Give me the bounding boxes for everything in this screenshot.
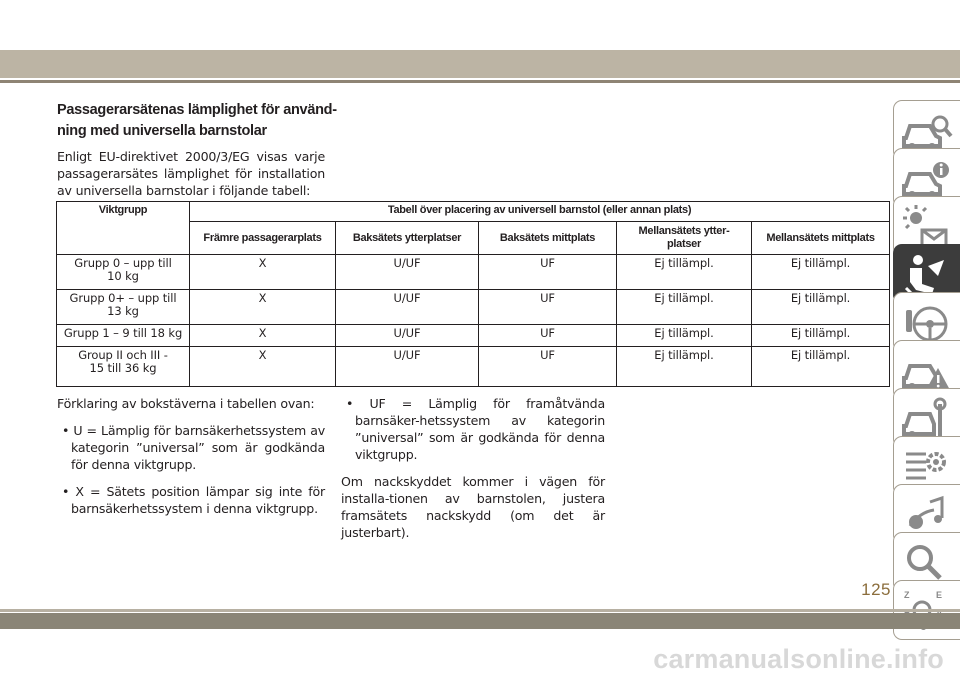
bullet-u: • U = Lämplig för barnsäkerhetssystem av kategorin ”universal” som är godkända för denna viktgrupp. (62, 423, 325, 472)
table-cell: UF (479, 290, 617, 325)
weight-group-cell: Grupp 1 – 9 till 18 kg (57, 325, 190, 347)
table-cell: UF (479, 255, 617, 290)
explanation-intro: Förklaring av bokstäverna i tabellen ovan: (57, 396, 315, 411)
column-header: Baksätets mittplats (479, 222, 617, 255)
bullet-uf: • UF = Lämplig för framåtvända barnsäker-hetssystem av kategorin ”universal” som är godkända för denna viktgrupp. (346, 396, 605, 462)
table-cell: Ej tillämpl. (752, 347, 890, 387)
table-row (57, 255, 890, 290)
table-cell: Ej tillämpl. (752, 325, 890, 347)
heading-line-1: Passagerarsätenas lämplighet för använd- (57, 102, 337, 118)
table-cell: Ej tillämpl. (617, 255, 752, 290)
column-header: Främre passagerarplats (190, 222, 336, 255)
table-cell: UF (479, 325, 617, 347)
table-cell: Ej tillämpl. (752, 255, 890, 290)
weight-group-header: Viktgrupp (57, 202, 190, 255)
svg-text:E: E (936, 590, 943, 600)
table-cell: X (190, 347, 336, 387)
weight-group-cell: Grupp 0+ – upp till 13 kg (57, 290, 190, 325)
column-header: Baksätets ytterplatser (336, 222, 479, 255)
column-header: Mellansätets mittplats (752, 222, 890, 255)
table-cell: X (190, 255, 336, 290)
section-heading (57, 100, 347, 142)
heading-line-2: ning med universella barnstolar (57, 123, 267, 139)
svg-text:Z: Z (904, 590, 910, 600)
top-decorative-band (0, 50, 960, 78)
column-header: Mellansätets ytter- platser (617, 222, 752, 255)
table-cell: UF (479, 347, 617, 387)
bottom-decorative-band (0, 613, 960, 629)
table-cell: U/UF (336, 255, 479, 290)
headrest-note: Om nackskyddet kommer i vägen för installa-tionen av barnstolen, justera framsätets nackskydd (om det är justerbart). (341, 474, 605, 540)
table-cell: Ej tillämpl. (617, 325, 752, 347)
page-number: 125 (861, 580, 891, 599)
table-row (57, 290, 890, 325)
table-row (57, 347, 890, 387)
weight-group-cell: Grupp 0 – upp till 10 kg (57, 255, 190, 290)
bullet-x: • X = Sätets position lämpar sig inte för barnsäkerhetssystem i denna viktgrupp. (62, 484, 325, 516)
watermark: carmanualsonline.info (653, 644, 944, 674)
table-cell: Ej tillämpl. (752, 290, 890, 325)
bottom-band-line (0, 609, 960, 612)
top-band-line (0, 80, 960, 83)
table-cell: X (190, 325, 336, 347)
placement-span-header: Tabell över placering av universell barnstol (eller annan plats) (190, 202, 890, 222)
explanation-right-column (341, 395, 605, 551)
table-cell: U/UF (336, 347, 479, 387)
table-row (57, 325, 890, 347)
table-cell: Ej tillämpl. (617, 290, 752, 325)
table-cell: U/UF (336, 325, 479, 347)
table-cell: U/UF (336, 290, 479, 325)
table-cell: X (190, 290, 336, 325)
intro-paragraph: Enligt EU-direktivet 2000/3/EG visas varje passagerarsätes lämplighet för installation av universella barnstolar i följande tabell: (57, 149, 325, 198)
child-seat-compatibility-table (56, 201, 890, 387)
weight-group-cell: Group II och III - 15 till 36 kg (57, 347, 190, 387)
explanation-left-column (57, 395, 325, 527)
table-cell: Ej tillämpl. (617, 347, 752, 387)
